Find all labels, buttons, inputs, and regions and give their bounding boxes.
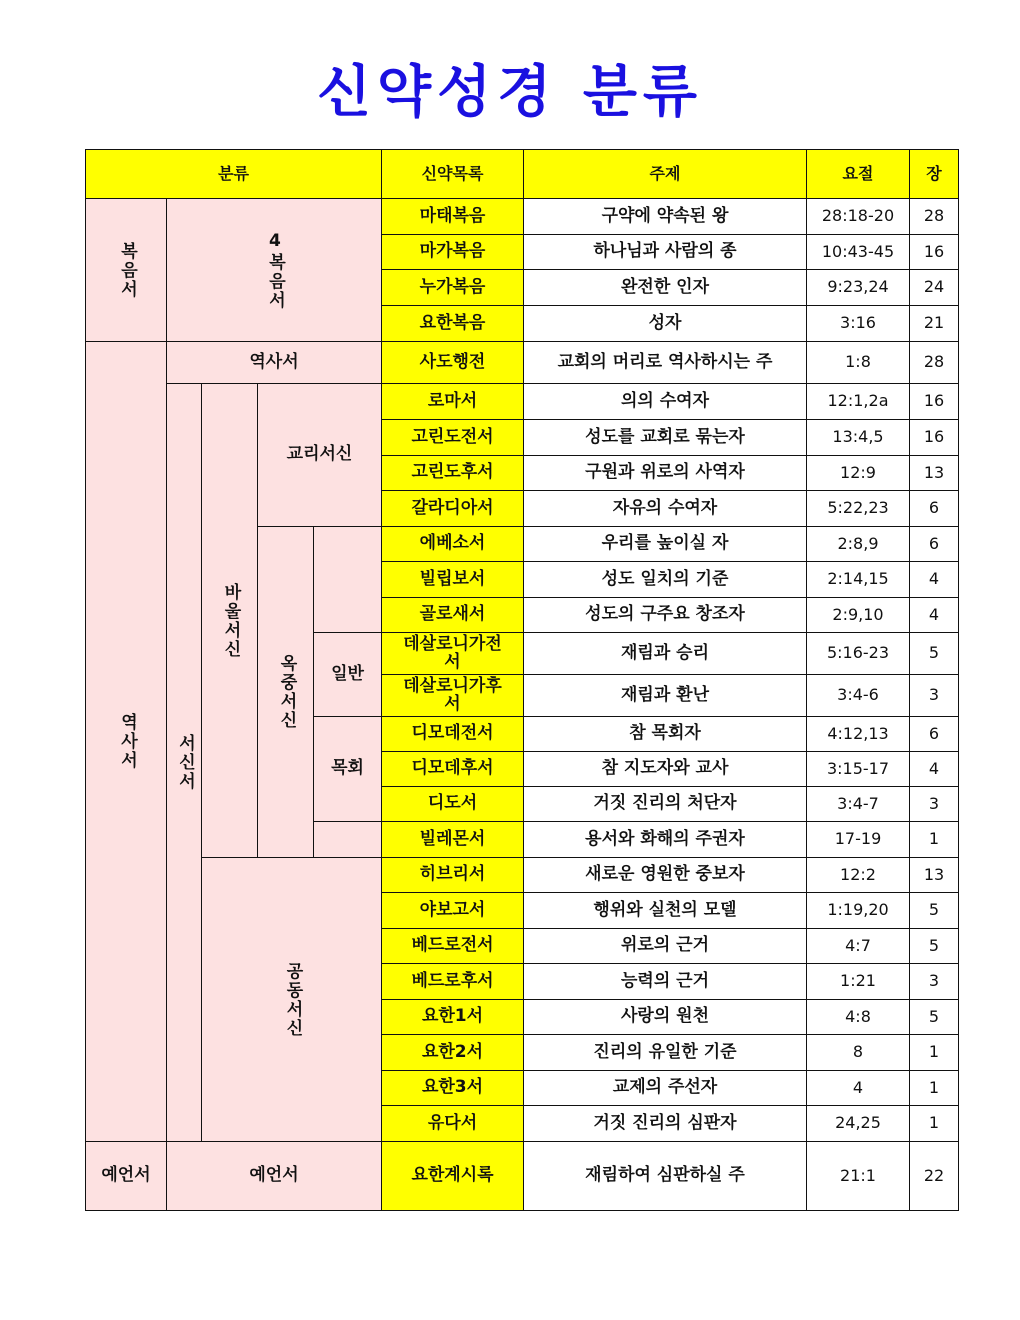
book-name-label: 에베소서 bbox=[419, 533, 486, 554]
theme-cell bbox=[523, 1070, 807, 1106]
chapters-cell-label: 3 bbox=[928, 685, 940, 705]
key-verse-cell bbox=[806, 597, 910, 633]
key-verse-cell bbox=[806, 632, 910, 675]
header-chapters bbox=[909, 149, 959, 199]
key-verse-cell-label: 17-19 bbox=[834, 829, 882, 849]
category-pauline-label: 바울서신 bbox=[220, 582, 241, 659]
category-prophecy-main-label: 예언서 bbox=[101, 1165, 151, 1186]
category-doctrinal-label: 교리서신 bbox=[286, 444, 353, 465]
book-name bbox=[381, 455, 524, 491]
key-verse-cell bbox=[806, 928, 910, 964]
header-book-label: 신약목록 bbox=[421, 163, 484, 183]
header-theme-label: 주제 bbox=[649, 163, 681, 183]
theme-cell-label: 거짓 진리의 심판자 bbox=[593, 1112, 737, 1133]
header-theme bbox=[523, 149, 807, 199]
theme-cell bbox=[523, 490, 807, 527]
key-verse-cell-label: 1:19,20 bbox=[827, 900, 889, 920]
book-name bbox=[381, 269, 524, 306]
chapters-cell-label: 4 bbox=[928, 569, 940, 589]
theme-cell-label: 행위와 실천의 모델 bbox=[593, 899, 737, 920]
theme-cell-label: 완전한 인자 bbox=[620, 276, 710, 297]
theme-cell bbox=[523, 963, 807, 1000]
theme-cell bbox=[523, 455, 807, 491]
theme-cell-label: 새로운 영원한 중보자 bbox=[585, 864, 745, 885]
category-prophecy-sub-label: 예언서 bbox=[249, 1165, 299, 1186]
header-category-label: 분류 bbox=[218, 163, 249, 183]
category-four-gospels-label: 4복음서 bbox=[264, 230, 285, 310]
book-name bbox=[381, 1034, 524, 1071]
key-verse-cell-label: 9:23,24 bbox=[827, 277, 889, 297]
theme-cell bbox=[523, 383, 807, 420]
chapters-cell-label: 13 bbox=[923, 864, 945, 884]
key-verse-cell-label: 4:12,13 bbox=[827, 723, 889, 743]
key-verse-cell bbox=[806, 786, 910, 822]
key-verse-cell bbox=[806, 674, 910, 717]
chapters-cell-label: 5 bbox=[928, 935, 940, 955]
category-general bbox=[313, 632, 382, 717]
key-verse-cell-label: 3:15-17 bbox=[826, 758, 890, 778]
book-name-label: 베드로후서 bbox=[411, 970, 494, 991]
category-epistles-label: 서신서 bbox=[174, 734, 195, 791]
book-name-label: 고린도후서 bbox=[411, 462, 494, 483]
book-name-label: 히브리서 bbox=[419, 864, 486, 885]
chapters-cell-label: 6 bbox=[928, 723, 940, 743]
theme-cell-label: 우리를 높이실 자 bbox=[601, 533, 729, 554]
chapters-cell-label: 1 bbox=[928, 829, 940, 849]
key-verse-cell-label: 3:16 bbox=[840, 313, 876, 333]
key-verse-cell-label: 5:22,23 bbox=[827, 498, 889, 518]
chapters-cell bbox=[909, 1034, 959, 1071]
theme-cell-label: 참 지도자와 교사 bbox=[601, 758, 729, 779]
book-name-label: 누가복음 bbox=[419, 276, 486, 297]
book-name bbox=[381, 892, 524, 929]
key-verse-cell-label: 12:1,2a bbox=[827, 391, 889, 411]
key-verse-cell bbox=[806, 341, 910, 384]
book-name bbox=[381, 383, 524, 420]
chapters-cell bbox=[909, 892, 959, 929]
key-verse-cell-label: 5:16-23 bbox=[826, 643, 890, 663]
category-prison-spacer bbox=[313, 526, 382, 633]
chapters-cell bbox=[909, 597, 959, 633]
book-name-label: 고린도전서 bbox=[411, 426, 494, 447]
key-verse-cell-label: 24,25 bbox=[835, 1113, 881, 1133]
theme-cell-label: 하나님과 사람의 종 bbox=[593, 241, 737, 262]
chapters-cell-label: 16 bbox=[923, 241, 945, 261]
key-verse-cell bbox=[806, 751, 910, 787]
theme-cell-label: 능력의 근거 bbox=[620, 970, 710, 991]
key-verse-cell-label: 2:14,15 bbox=[827, 569, 889, 589]
book-name bbox=[381, 234, 524, 270]
category-prison-label: 옥중서신 bbox=[276, 654, 297, 730]
key-verse-cell-label: 13:4,5 bbox=[832, 427, 884, 447]
book-name bbox=[381, 857, 524, 893]
chapters-cell-label: 3 bbox=[928, 793, 940, 813]
chapters-cell bbox=[909, 526, 959, 562]
book-name bbox=[381, 632, 524, 675]
key-verse-cell bbox=[806, 198, 910, 235]
key-verse-cell bbox=[806, 999, 910, 1035]
chapters-cell bbox=[909, 751, 959, 787]
chapters-cell bbox=[909, 198, 959, 235]
theme-cell bbox=[523, 597, 807, 633]
book-name-label: 요한3서 bbox=[421, 1077, 484, 1098]
theme-cell-label: 성도를 교회로 묶는자 bbox=[585, 426, 745, 447]
book-name bbox=[381, 674, 524, 717]
book-name bbox=[381, 751, 524, 787]
category-history-main bbox=[85, 341, 167, 1142]
key-verse-cell-label: 4:8 bbox=[845, 1006, 871, 1026]
chapters-cell-label: 4 bbox=[928, 604, 940, 624]
theme-cell-label: 진리의 유일한 기준 bbox=[593, 1041, 737, 1062]
book-name-label: 갈라디아서 bbox=[411, 497, 494, 518]
book-name bbox=[381, 963, 524, 1000]
key-verse-cell bbox=[806, 716, 910, 752]
chapters-cell bbox=[909, 490, 959, 527]
theme-cell bbox=[523, 999, 807, 1035]
theme-cell-label: 사랑의 원천 bbox=[620, 1006, 710, 1027]
theme-cell-label: 구원과 위로의 사역자 bbox=[585, 462, 745, 483]
book-name bbox=[381, 341, 524, 384]
chapters-cell-label: 13 bbox=[923, 462, 945, 482]
book-name-label: 디모데후서 bbox=[411, 758, 494, 779]
chapters-cell bbox=[909, 786, 959, 822]
chapters-cell-label: 22 bbox=[923, 1165, 945, 1185]
theme-cell bbox=[523, 526, 807, 562]
chapters-cell bbox=[909, 341, 959, 384]
key-verse-cell bbox=[806, 419, 910, 456]
book-name bbox=[381, 1141, 524, 1211]
theme-cell bbox=[523, 786, 807, 822]
category-epistles bbox=[166, 383, 202, 1142]
theme-cell-label: 거짓 진리의 처단자 bbox=[593, 793, 737, 814]
category-gospels bbox=[85, 198, 167, 342]
theme-cell bbox=[523, 674, 807, 717]
chapters-cell-label: 1 bbox=[928, 1113, 940, 1133]
theme-cell-label: 용서와 화해의 주권자 bbox=[585, 828, 745, 849]
chapters-cell-label: 5 bbox=[928, 900, 940, 920]
book-name bbox=[381, 490, 524, 527]
category-prophecy-main bbox=[85, 1141, 167, 1211]
category-history-main-label: 역사서 bbox=[116, 713, 137, 770]
chapters-cell bbox=[909, 716, 959, 752]
chapters-cell-label: 28 bbox=[923, 352, 945, 372]
theme-cell-label: 성자 bbox=[648, 312, 682, 333]
category-gospels-label: 복음서 bbox=[116, 241, 137, 299]
theme-cell-label: 구약에 약속된 왕 bbox=[601, 205, 729, 226]
chapters-cell bbox=[909, 1105, 959, 1142]
chapters-cell-label: 5 bbox=[928, 643, 940, 663]
category-pastoral-label: 목회 bbox=[331, 758, 364, 779]
book-name-label: 디모데전서 bbox=[411, 723, 494, 744]
chapters-cell bbox=[909, 999, 959, 1035]
theme-cell bbox=[523, 269, 807, 306]
classification-table bbox=[85, 149, 959, 1211]
book-name bbox=[381, 419, 524, 456]
key-verse-cell-label: 1:8 bbox=[845, 352, 871, 372]
key-verse-cell bbox=[806, 561, 910, 598]
theme-cell bbox=[523, 716, 807, 752]
key-verse-cell-label: 21:1 bbox=[840, 1165, 876, 1185]
key-verse-cell-label: 3:4-7 bbox=[837, 793, 879, 813]
book-name-label: 야보고서 bbox=[419, 899, 486, 920]
category-general-epistles bbox=[201, 857, 382, 1142]
category-four-gospels bbox=[166, 198, 382, 342]
key-verse-cell bbox=[806, 455, 910, 491]
book-name-label: 사도행전 bbox=[419, 351, 486, 372]
chapters-cell bbox=[909, 419, 959, 456]
key-verse-cell-label: 2:9,10 bbox=[832, 604, 884, 624]
book-name-label: 마가복음 bbox=[419, 241, 486, 262]
book-name-label: 빌립보서 bbox=[419, 568, 486, 589]
key-verse-cell bbox=[806, 269, 910, 306]
key-verse-cell bbox=[806, 1034, 910, 1071]
chapters-cell-label: 6 bbox=[928, 533, 940, 553]
theme-cell bbox=[523, 632, 807, 675]
chapters-cell-label: 4 bbox=[928, 758, 940, 778]
book-name-label: 요한2서 bbox=[421, 1041, 484, 1062]
page-title: 신약성경 분류 bbox=[316, 60, 704, 125]
key-verse-cell-label: 1:21 bbox=[840, 971, 876, 991]
chapters-cell bbox=[909, 305, 959, 342]
key-verse-cell-label: 4 bbox=[852, 1077, 864, 1097]
chapters-cell-label: 24 bbox=[923, 277, 945, 297]
key-verse-cell-label: 12:2 bbox=[840, 864, 876, 884]
theme-cell-label: 참 목회자 bbox=[629, 723, 701, 744]
category-general-label: 일반 bbox=[331, 663, 364, 684]
chapters-cell-label: 21 bbox=[923, 313, 945, 333]
theme-cell bbox=[523, 821, 807, 858]
theme-cell bbox=[523, 1034, 807, 1071]
chapters-cell bbox=[909, 928, 959, 964]
key-verse-cell-label: 3:4-6 bbox=[837, 685, 879, 705]
theme-cell bbox=[523, 928, 807, 964]
book-name-label: 요한복음 bbox=[419, 312, 486, 333]
key-verse-cell-label: 12:9 bbox=[840, 462, 876, 482]
theme-cell bbox=[523, 198, 807, 235]
key-verse-cell bbox=[806, 1105, 910, 1142]
header-key-verse-label: 요절 bbox=[842, 163, 874, 183]
header-key-verse bbox=[806, 149, 910, 199]
key-verse-cell-label: 4:7 bbox=[845, 935, 871, 955]
theme-cell bbox=[523, 234, 807, 270]
key-verse-cell bbox=[806, 1141, 910, 1211]
category-history-sub-label: 역사서 bbox=[249, 351, 299, 372]
chapters-cell bbox=[909, 269, 959, 306]
theme-cell bbox=[523, 1141, 807, 1211]
theme-cell-label: 재림하여 심판하실 주 bbox=[585, 1165, 745, 1186]
book-name bbox=[381, 1105, 524, 1142]
key-verse-cell-label: 28:18-20 bbox=[821, 206, 895, 226]
key-verse-cell bbox=[806, 305, 910, 342]
key-verse-cell bbox=[806, 526, 910, 562]
chapters-cell bbox=[909, 383, 959, 420]
chapters-cell-label: 16 bbox=[923, 391, 945, 411]
chapters-cell bbox=[909, 674, 959, 717]
header-book bbox=[381, 149, 524, 199]
key-verse-cell-label: 10:43-45 bbox=[821, 241, 895, 261]
category-general-epistles-label: 공동서신 bbox=[282, 961, 303, 1038]
book-name-label: 로마서 bbox=[427, 390, 478, 411]
theme-cell-label: 위로의 근거 bbox=[620, 935, 710, 956]
chapters-cell bbox=[909, 963, 959, 1000]
book-name bbox=[381, 597, 524, 633]
category-pastoral bbox=[313, 716, 382, 822]
book-name-label: 마태복음 bbox=[419, 205, 486, 226]
theme-cell bbox=[523, 857, 807, 893]
theme-cell-label: 재림과 승리 bbox=[620, 642, 710, 663]
chapters-cell-label: 5 bbox=[928, 1006, 940, 1026]
chapters-cell-label: 16 bbox=[923, 427, 945, 447]
category-prison bbox=[257, 526, 314, 858]
book-name bbox=[381, 821, 524, 858]
key-verse-cell-label: 8 bbox=[852, 1042, 864, 1062]
theme-cell bbox=[523, 1105, 807, 1142]
book-name bbox=[381, 305, 524, 342]
theme-cell-label: 성도의 구주요 창조자 bbox=[585, 604, 745, 625]
book-name bbox=[381, 999, 524, 1035]
chapters-cell-label: 6 bbox=[928, 498, 940, 518]
theme-cell-label: 자유의 수여자 bbox=[612, 497, 718, 518]
key-verse-cell bbox=[806, 892, 910, 929]
book-name-label: 유다서 bbox=[427, 1112, 478, 1133]
chapters-cell-label: 28 bbox=[923, 206, 945, 226]
chapters-cell-label: 1 bbox=[928, 1077, 940, 1097]
book-name-label: 빌레몬서 bbox=[419, 828, 486, 849]
book-name bbox=[381, 716, 524, 752]
book-name-label: 데살로니가전서 bbox=[403, 633, 502, 672]
book-name bbox=[381, 928, 524, 964]
category-doctrinal bbox=[257, 383, 382, 527]
key-verse-cell bbox=[806, 857, 910, 893]
key-verse-cell bbox=[806, 490, 910, 527]
key-verse-cell bbox=[806, 821, 910, 858]
key-verse-cell-label: 2:8,9 bbox=[837, 533, 879, 553]
chapters-cell bbox=[909, 821, 959, 858]
chapters-cell bbox=[909, 561, 959, 598]
chapters-cell bbox=[909, 1141, 959, 1211]
book-name bbox=[381, 198, 524, 235]
book-name-label: 베드로전서 bbox=[411, 935, 494, 956]
book-name-label: 골로새서 bbox=[419, 604, 486, 625]
book-name-label: 요한1서 bbox=[421, 1006, 484, 1027]
theme-cell bbox=[523, 419, 807, 456]
chapters-cell bbox=[909, 234, 959, 270]
key-verse-cell bbox=[806, 963, 910, 1000]
key-verse-cell bbox=[806, 234, 910, 270]
chapters-cell-label: 3 bbox=[928, 971, 940, 991]
chapters-cell bbox=[909, 857, 959, 893]
chapters-cell bbox=[909, 1070, 959, 1106]
book-name bbox=[381, 526, 524, 562]
key-verse-cell bbox=[806, 383, 910, 420]
theme-cell bbox=[523, 892, 807, 929]
chapters-cell-label: 1 bbox=[928, 1042, 940, 1062]
header-category bbox=[85, 149, 382, 199]
book-name bbox=[381, 786, 524, 822]
theme-cell bbox=[523, 305, 807, 342]
theme-cell-label: 의의 수여자 bbox=[620, 390, 710, 411]
category-philemon-spacer bbox=[313, 821, 382, 858]
chapters-cell bbox=[909, 455, 959, 491]
theme-cell-label: 교회의 머리로 역사하시는 주 bbox=[557, 351, 773, 372]
chapters-cell bbox=[909, 632, 959, 675]
theme-cell-label: 재림과 환난 bbox=[620, 684, 710, 705]
theme-cell-label: 교제의 주선자 bbox=[612, 1077, 718, 1098]
theme-cell bbox=[523, 751, 807, 787]
theme-cell-label: 성도 일치의 기준 bbox=[601, 568, 729, 589]
category-prophecy-sub bbox=[166, 1141, 382, 1211]
key-verse-cell bbox=[806, 1070, 910, 1106]
book-name bbox=[381, 561, 524, 598]
book-name-label: 디도서 bbox=[427, 793, 478, 814]
book-name-label: 데살로니가후서 bbox=[403, 675, 502, 714]
category-history-sub bbox=[166, 341, 382, 384]
category-pauline bbox=[201, 383, 258, 858]
book-name bbox=[381, 1070, 524, 1106]
book-name-label: 요한계시록 bbox=[411, 1165, 494, 1186]
header-chapters-label: 장 bbox=[926, 163, 942, 183]
theme-cell bbox=[523, 561, 807, 598]
theme-cell bbox=[523, 341, 807, 384]
